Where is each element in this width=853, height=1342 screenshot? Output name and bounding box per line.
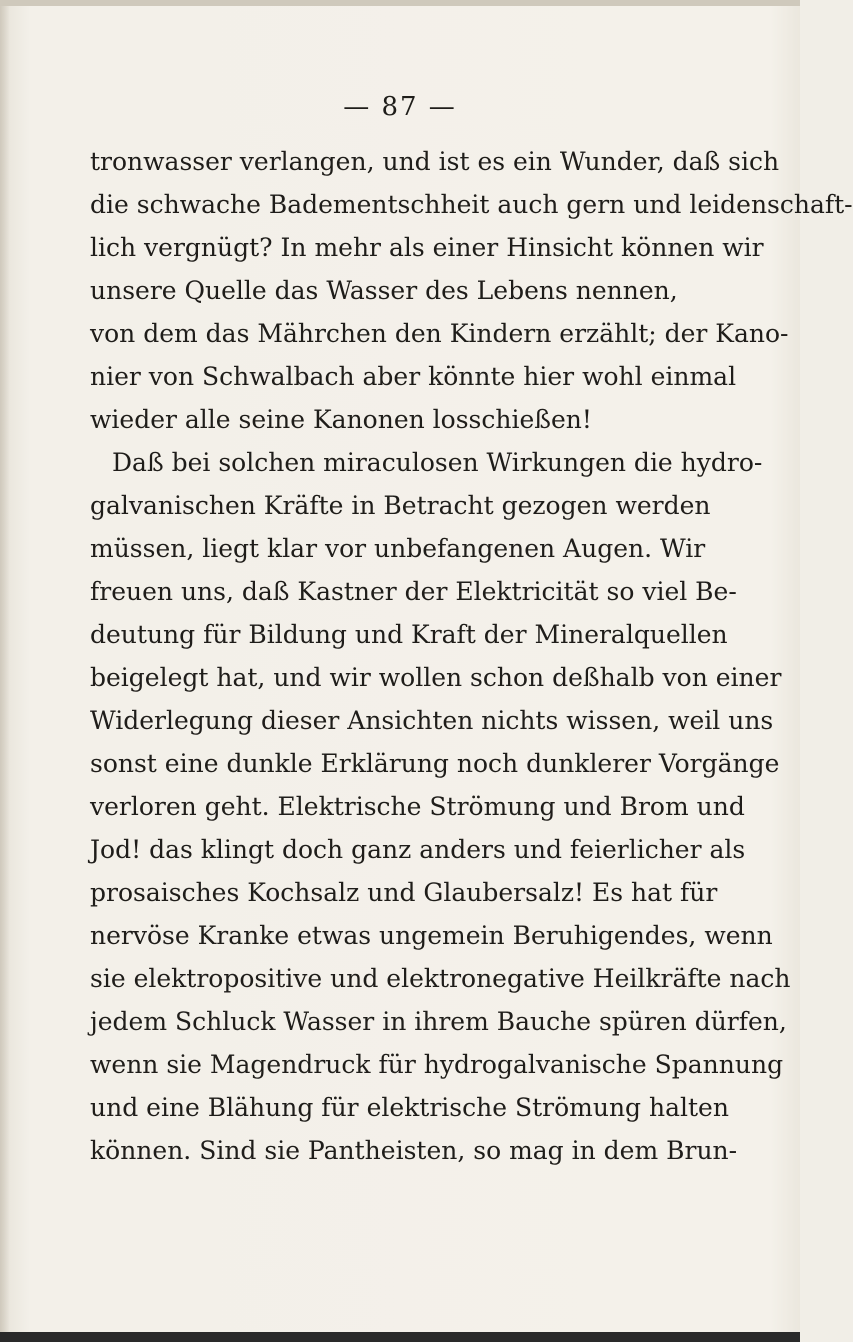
text-line: die schwache Badementschheit auch gern und leidenschaft-	[90, 190, 853, 219]
text-line: wenn sie Magendruck für hydrogalvanische Spannung	[90, 1050, 784, 1079]
body-text	[90, 140, 853, 1172]
text-line: von dem das Mährchen den Kindern erzählt; der Kano-	[90, 319, 789, 348]
page-binding-edge	[0, 0, 10, 1342]
text-line: sonst eine dunkle Erklärung noch dunklerer Vorgänge	[90, 749, 780, 778]
text-line: wieder alle seine Kanonen losschießen!	[90, 405, 592, 434]
text-line: und eine Blähung für elektrische Strömung halten	[90, 1093, 729, 1122]
text-line: Widerlegung dieser Ansichten nichts wissen, weil uns	[90, 706, 774, 735]
text-line: lich vergnügt? In mehr als einer Hinsicht können wir	[90, 233, 764, 262]
text-line: sie elektropositive und elektronegative Heilkräfte nach	[90, 964, 791, 993]
text-line: freuen uns, daß Kastner der Elektricität so viel Be-	[90, 577, 737, 606]
page-bottom-edge	[0, 1332, 800, 1342]
text-line: nier von Schwalbach aber könnte hier wohl einmal	[90, 362, 737, 391]
text-line: galvanischen Kräfte in Betracht gezogen werden	[90, 491, 711, 520]
page-number: — 87 —	[343, 92, 457, 122]
text-line: Jod! das klingt doch ganz anders und feierlicher als	[90, 835, 746, 864]
text-line: können. Sind sie Pantheisten, so mag in dem Brun-	[90, 1136, 738, 1165]
text-line: tronwasser verlangen, und ist es ein Wunder, daß sich	[90, 147, 780, 176]
text-line: verloren geht. Elektrische Strömung und Brom und	[90, 792, 745, 821]
text-line: müssen, liegt klar vor unbefangenen Augen. Wir	[90, 534, 706, 563]
page-top-edge	[0, 0, 800, 6]
text-line: beigelegt hat, und wir wollen schon deßhalb von einer	[90, 663, 782, 692]
text-line: unsere Quelle das Wasser des Lebens nennen,	[90, 276, 678, 305]
text-line: deutung für Bildung und Kraft der Mineralquellen	[90, 620, 728, 649]
text-line: jedem Schluck Wasser in ihrem Bauche spüren dürfen,	[90, 1007, 787, 1036]
text-line: nervöse Kranke etwas ungemein Beruhigendes, wenn	[90, 921, 773, 950]
text-line: Daß bei solchen miraculosen Wirkungen die hydro-	[112, 448, 763, 477]
text-line: prosaisches Kochsalz und Glaubersalz! Es hat für	[90, 878, 718, 907]
